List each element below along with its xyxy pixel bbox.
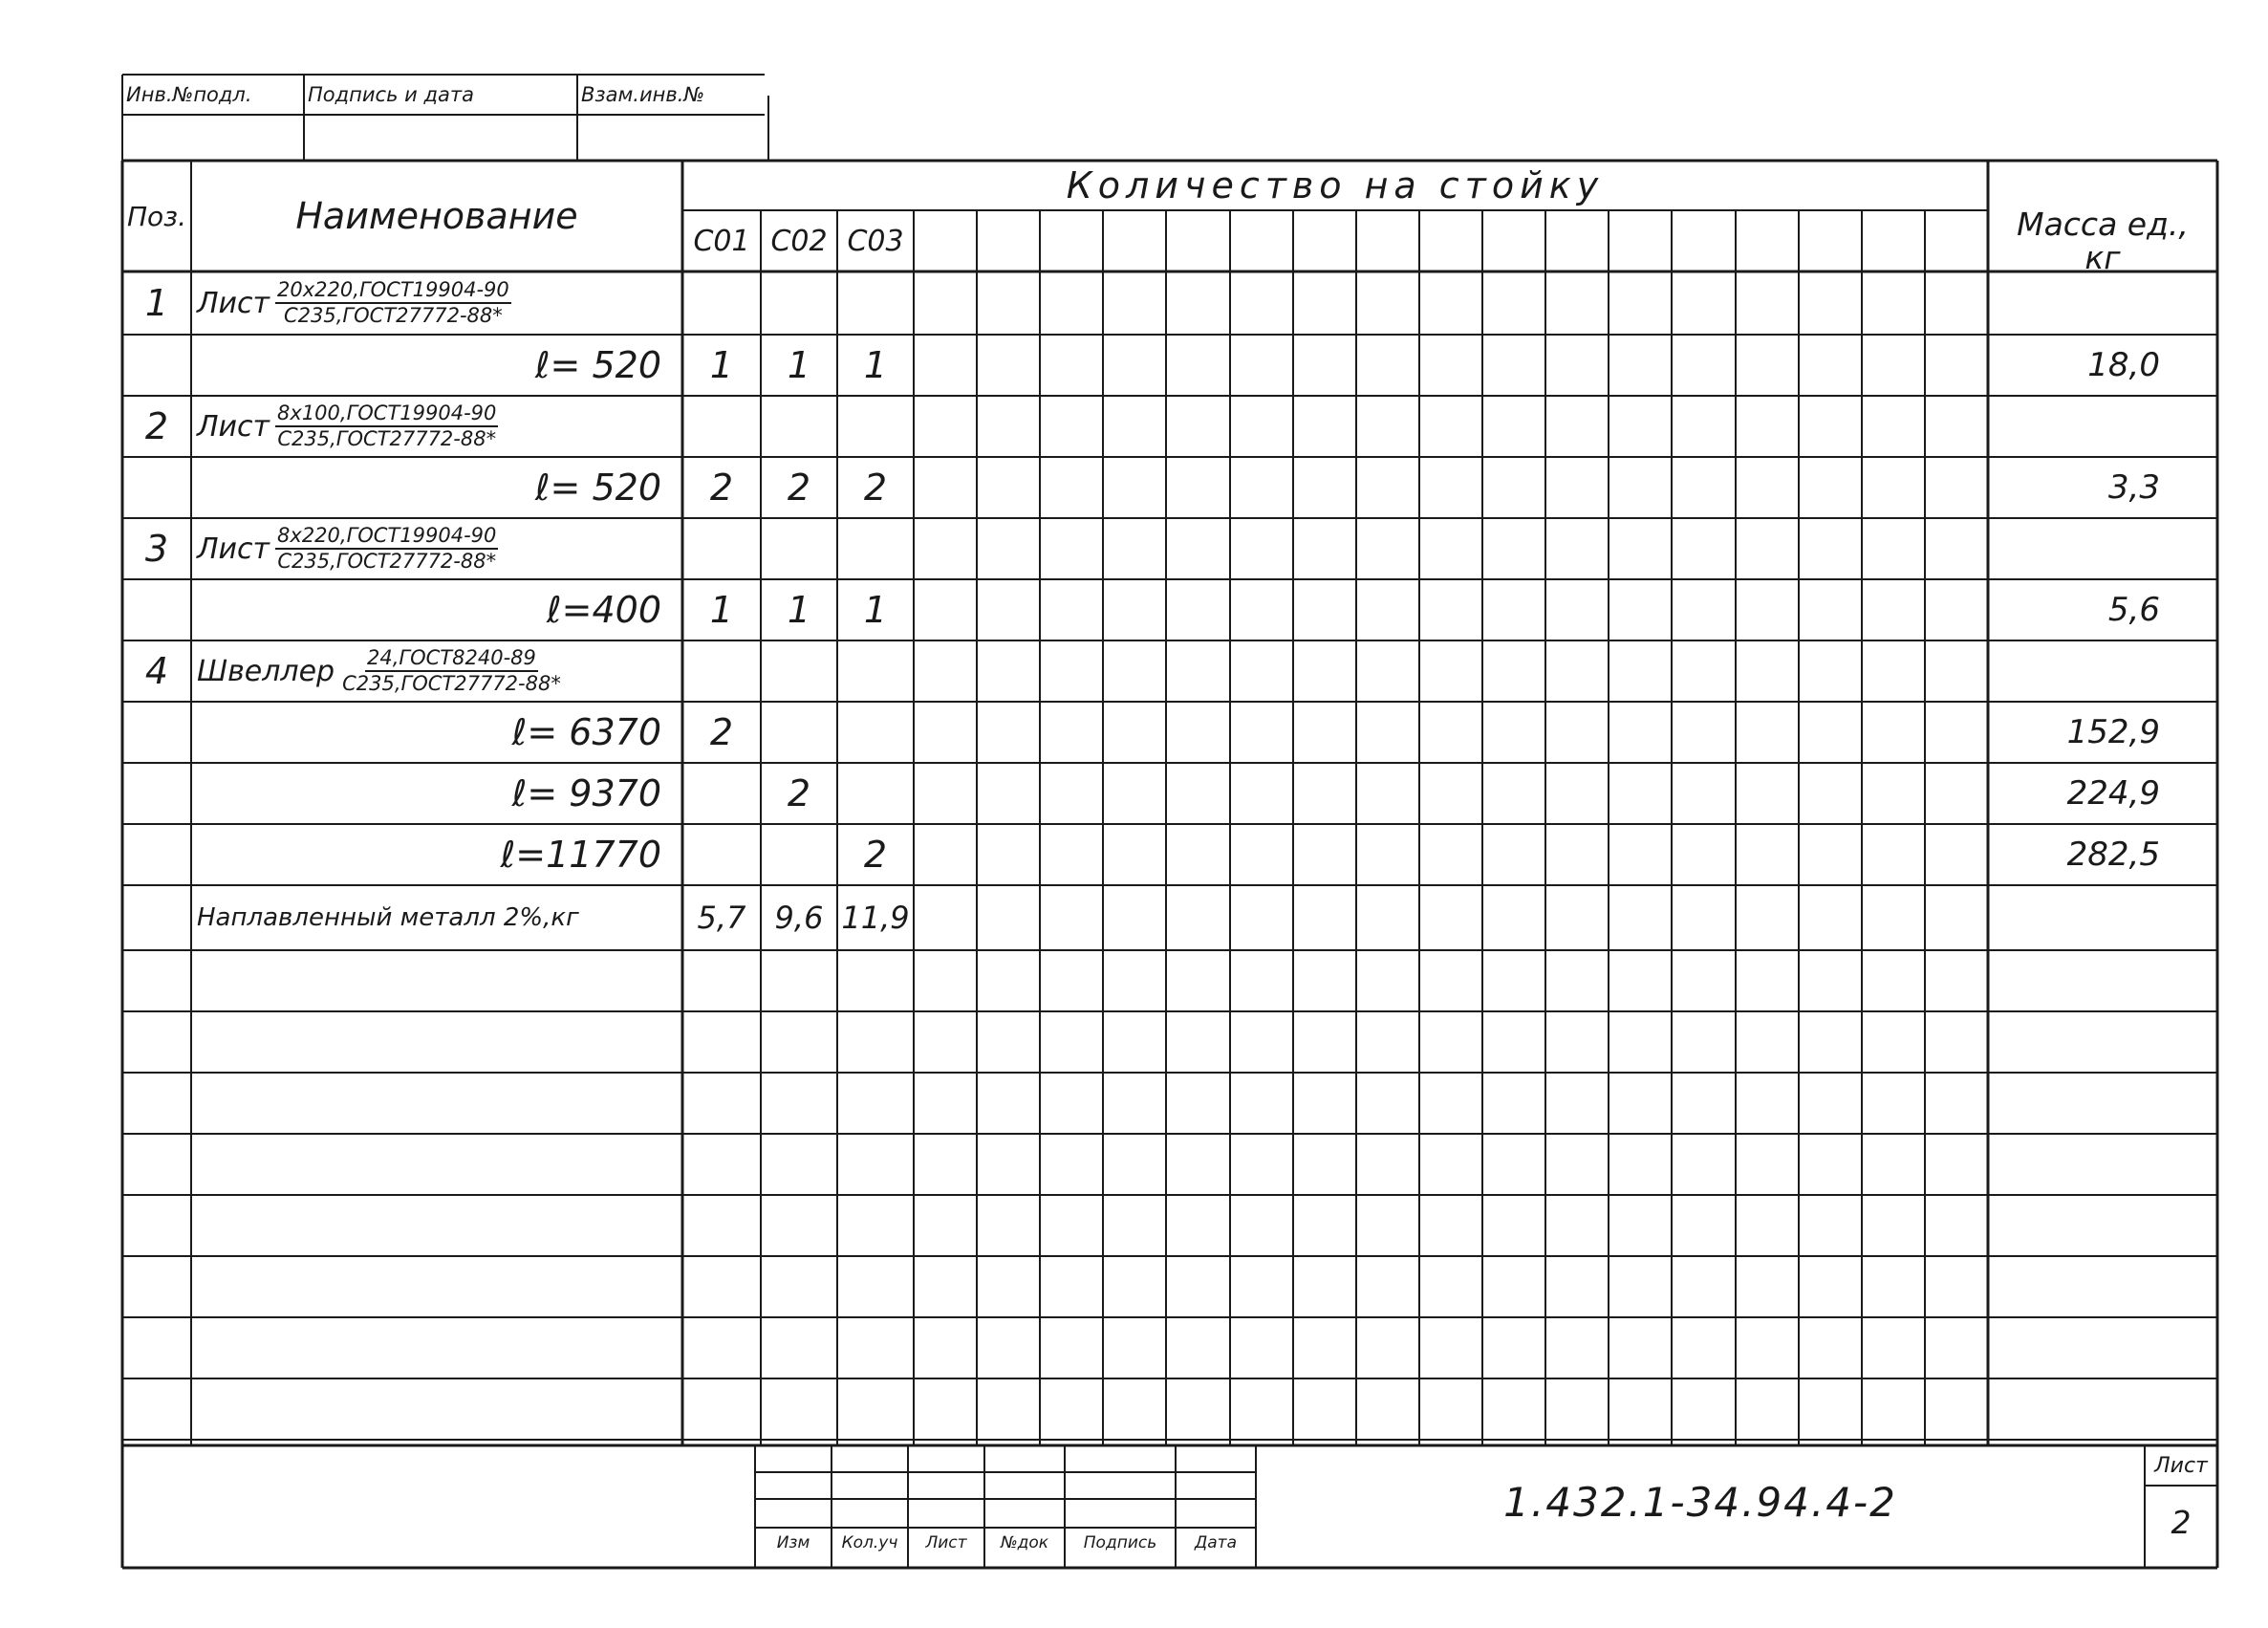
row-steel-grade: С235,ГОСТ27772-88* [284, 304, 503, 327]
row-steel-grade: С235,ГОСТ27772-88* [277, 550, 497, 573]
row-mass: 18,0 [2087, 346, 2160, 384]
row-qty-c02: 9,6 [774, 900, 824, 936]
row-steel-grade: С235,ГОСТ27772-88* [342, 672, 561, 695]
row-name-fraction [191, 640, 682, 702]
header-col-c02: С02 [770, 224, 828, 258]
row-pos: 4 [144, 650, 169, 692]
header-col-c03: С03 [847, 224, 904, 258]
row-qty-c02: 2 [787, 467, 811, 509]
row-qty-c03: 2 [863, 834, 888, 876]
row-profile-spec: 20х220,ГОСТ19904-90 [275, 278, 511, 304]
tb-label-kol-uch: Кол.уч [841, 1533, 898, 1552]
header-quantity: Количество на стойку [1066, 164, 1605, 206]
row-material-name: Швеллер [197, 654, 335, 688]
row-pos: 2 [144, 405, 169, 447]
row-qty-c02: 1 [787, 589, 811, 631]
row-mass: 224,9 [2066, 774, 2160, 813]
row-pos: 1 [144, 282, 169, 324]
sheet-number: 2 [2171, 1503, 2192, 1541]
header-col-c01: С01 [693, 224, 750, 258]
row-length: ℓ= 6370 [511, 711, 661, 753]
row-qty-c03: 2 [863, 467, 888, 509]
row-pos: 3 [144, 528, 169, 570]
row-length: ℓ= 9370 [511, 772, 661, 814]
stamp-header-inventory: Инв.№подл. [126, 83, 252, 106]
row-name-fraction [191, 271, 682, 335]
row-mass: 152,9 [2066, 713, 2160, 751]
header-pos: Поз. [127, 200, 186, 232]
sheet-label: Лист [2154, 1453, 2208, 1478]
row-material-spec [340, 646, 563, 696]
header-mass-line2: кг [2084, 238, 2121, 276]
row-name-fraction [191, 518, 682, 579]
row-qty-c01: 1 [709, 344, 734, 386]
stamp-header-replace: Взам.инв.№ [581, 83, 705, 106]
row-qty-c03: 11,9 [841, 900, 910, 936]
tb-label-podpis: Подпись [1083, 1533, 1157, 1552]
row-length: ℓ=11770 [500, 834, 661, 876]
row-mass: 3,3 [2107, 468, 2160, 507]
row-mass: 5,6 [2107, 591, 2160, 629]
row-material-spec [275, 278, 511, 328]
row-qty-c02: 2 [787, 772, 811, 814]
row-qty-c01: 1 [709, 589, 734, 631]
row-qty-c03: 1 [863, 344, 888, 386]
row-qty-c01: 5,7 [697, 900, 746, 936]
row-qty-c02: 1 [787, 344, 811, 386]
tb-label-izm: Изм [776, 1533, 810, 1552]
row-length: ℓ= 520 [534, 467, 661, 509]
row-name-fraction [191, 396, 682, 457]
row-material-spec [275, 402, 498, 451]
row-profile-spec: 8х220,ГОСТ19904-90 [275, 524, 498, 550]
document-code: 1.432.1-34.94.4-2 [1503, 1478, 1897, 1526]
row-qty-c01: 2 [709, 711, 734, 753]
header-name: Наименование [295, 195, 578, 237]
row-material-name: Лист [197, 532, 270, 566]
row-profile-spec: 8х100,ГОСТ19904-90 [275, 402, 498, 427]
row-steel-grade: С235,ГОСТ27772-88* [277, 427, 497, 450]
row-length: ℓ= 520 [534, 344, 661, 386]
tb-label-list: Лист [925, 1533, 967, 1552]
stamp-header-signature: Подпись и дата [308, 83, 474, 106]
row-length: ℓ=400 [546, 589, 661, 631]
row-mass: 282,5 [2066, 836, 2160, 874]
row-name: Наплавленный металл 2%,кг [197, 903, 579, 932]
header-mass-line1: Масса ед., [2017, 205, 2189, 243]
row-qty-c01: 2 [709, 467, 734, 509]
row-material-name: Лист [197, 409, 270, 444]
row-material-spec [275, 524, 498, 574]
row-profile-spec: 24,ГОСТ8240-89 [365, 646, 538, 672]
tb-label-data: Дата [1194, 1533, 1238, 1552]
row-material-name: Лист [197, 286, 270, 320]
tb-label-ndok: №док [1000, 1533, 1049, 1552]
row-qty-c03: 1 [863, 589, 888, 631]
